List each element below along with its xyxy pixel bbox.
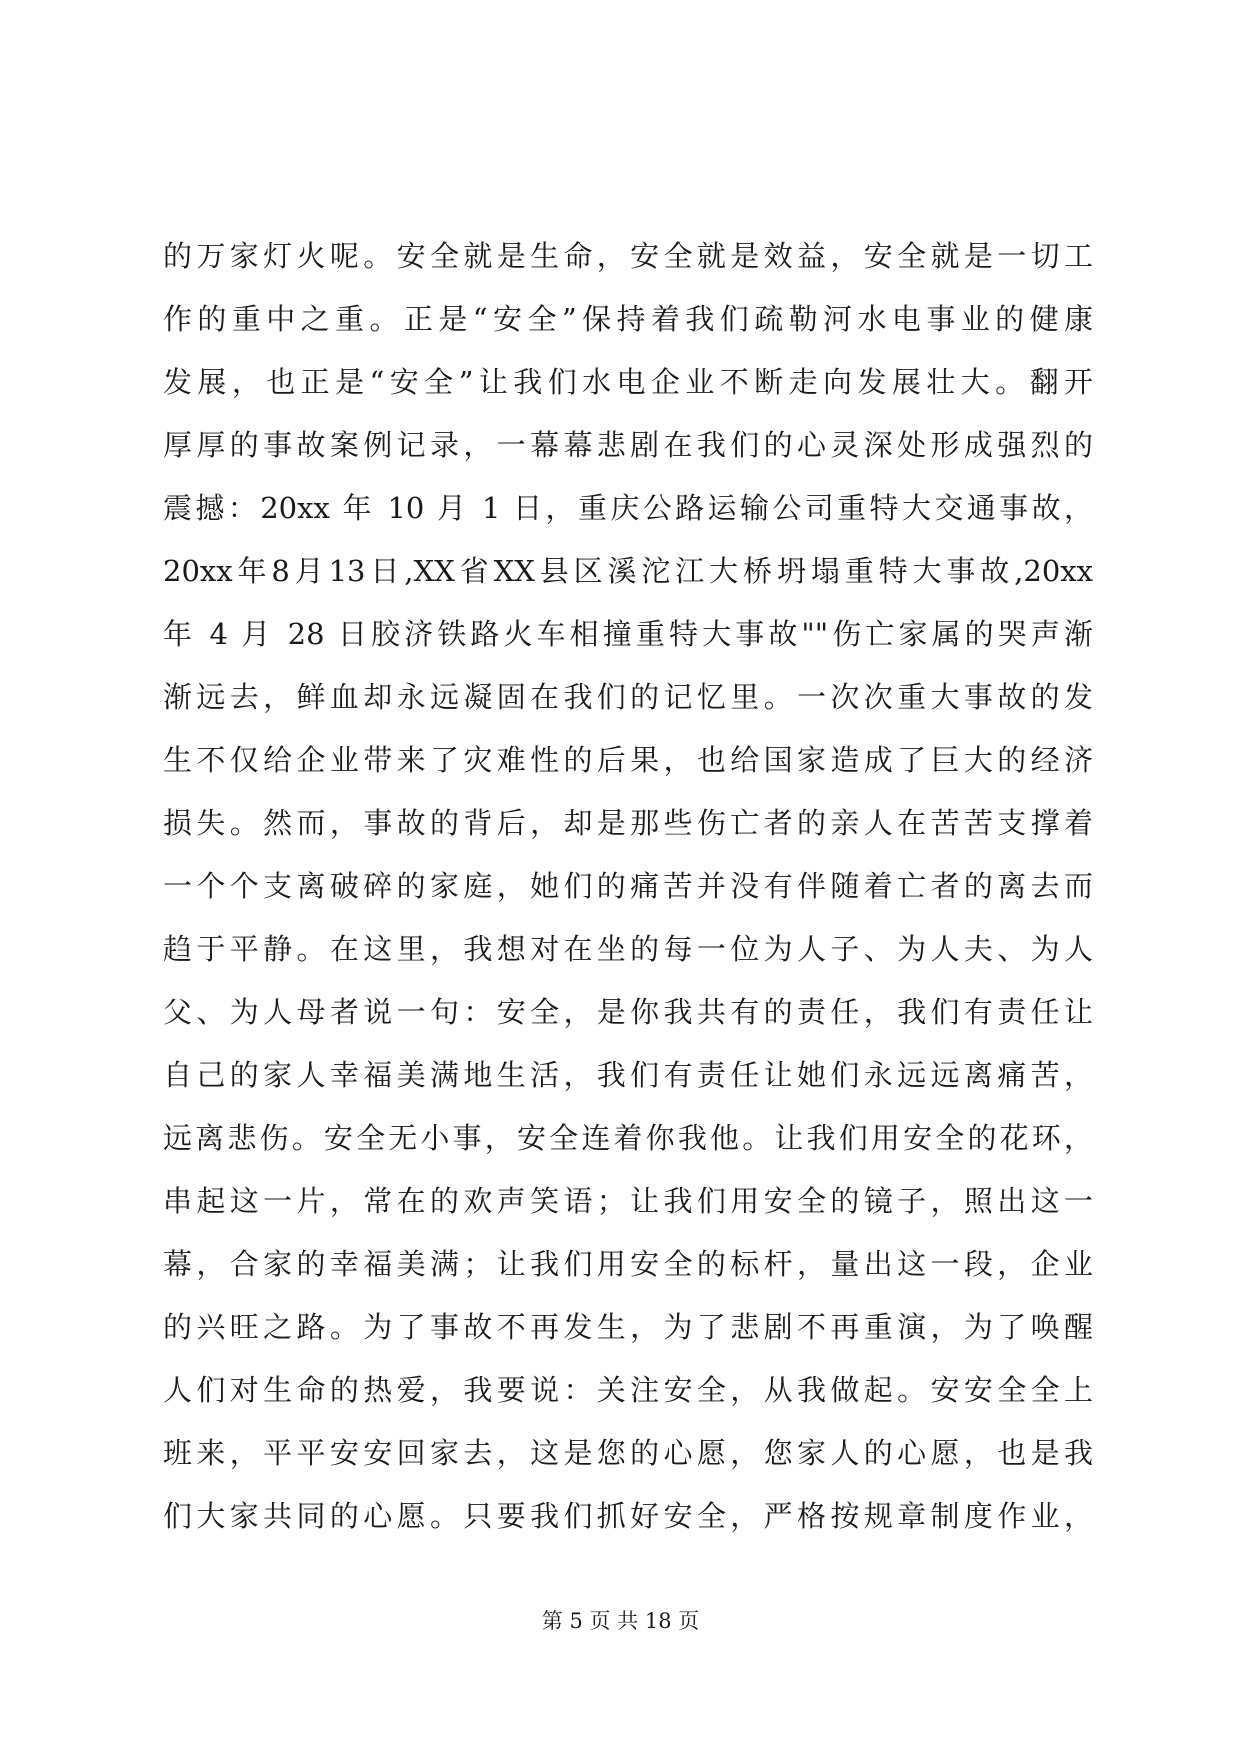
text-line: 班来，平平安安回家去，这是您的心愿，您家人的心愿，也是我	[163, 1436, 1093, 1470]
text-line: 父、为人母者说一句：安全，是你我共有的责任，我们有责任让	[163, 995, 1093, 1029]
text-line: 们大家共同的心愿。只要我们抓好安全，严格按规章制度作业，	[163, 1499, 1093, 1533]
text-line: 趋于平静。在这里，我想对在坐的每一位为人子、为人夫、为人	[163, 932, 1093, 966]
body-text	[163, 225, 1093, 1548]
text-line: 厚厚的事故案例记录，一幕幕悲剧在我们的心灵深处形成强烈的	[163, 428, 1093, 462]
text-line: 20xx年8月13日,XX省XX县区溪沱江大桥坍塌重特大事故,20xx	[163, 554, 1093, 588]
text-line: 损失。然而，事故的背后，却是那些伤亡者的亲人在苦苦支撑着	[163, 806, 1093, 840]
text-line: 发展，也正是“安全”让我们水电企业不断走向发展壮大。翻开	[163, 365, 1093, 399]
text-line: 自己的家人幸福美满地生活，我们有责任让她们永远远离痛苦，	[163, 1058, 1093, 1092]
text-line: 渐远去，鲜血却永远凝固在我们的记忆里。一次次重大事故的发	[163, 680, 1093, 714]
text-line: 串起这一片，常在的欢声笑语；让我们用安全的镜子，照出这一	[163, 1184, 1093, 1218]
text-line: 年 4 月 28 日胶济铁路火车相撞重特大事故""伤亡家属的哭声渐	[163, 617, 1093, 651]
text-line: 生不仅给企业带来了灾难性的后果，也给国家造成了巨大的经济	[163, 743, 1093, 777]
text-line: 一个个支离破碎的家庭，她们的痛苦并没有伴随着亡者的离去而	[163, 869, 1093, 903]
text-line: 的兴旺之路。为了事故不再发生，为了悲剧不再重演，为了唤醒	[163, 1310, 1093, 1344]
text-line: 幕，合家的幸福美满；让我们用安全的标杆，量出这一段，企业	[163, 1247, 1093, 1281]
text-line: 震撼：20xx 年 10 月 1 日，重庆公路运输公司重特大交通事故，	[163, 491, 1093, 525]
text-line: 远离悲伤。安全无小事，安全连着你我他。让我们用安全的花环，	[163, 1121, 1093, 1155]
page-number-footer: 第 5 页 共 18 页	[541, 1609, 700, 1633]
text-line: 作的重中之重。正是“安全”保持着我们疏勒河水电事业的健康	[163, 302, 1093, 336]
text-line: 人们对生命的热爱，我要说：关注安全，从我做起。安安全全上	[163, 1373, 1093, 1407]
text-line: 的万家灯火呢。安全就是生命，安全就是效益，安全就是一切工	[163, 239, 1093, 273]
